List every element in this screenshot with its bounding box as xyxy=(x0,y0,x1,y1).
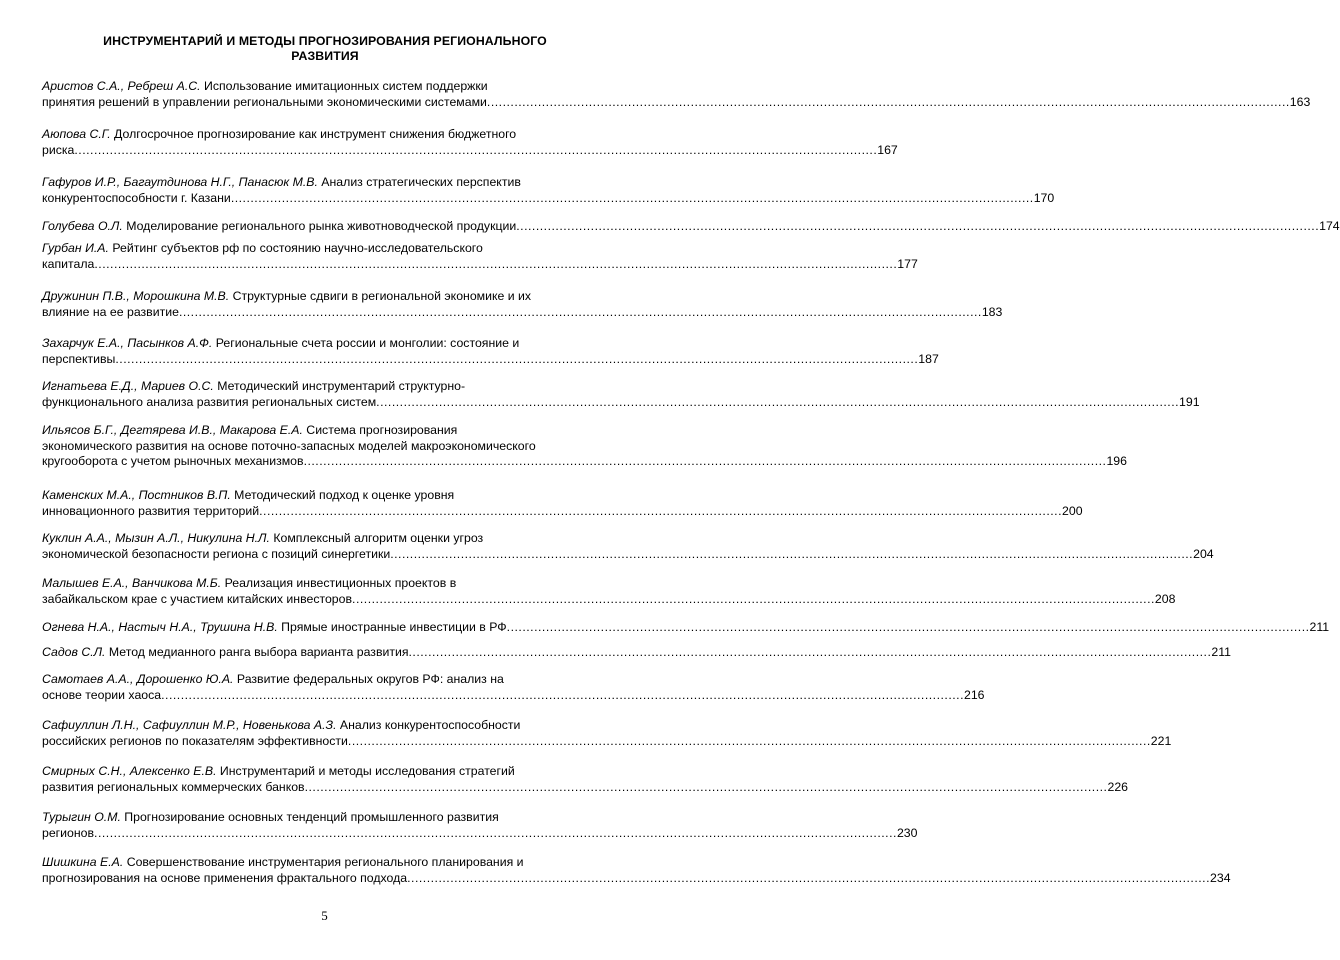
toc-entry-title: Региональные счета россии и монголии: состояние и xyxy=(212,336,520,350)
toc-entry-authors: Сафиуллин Л.Н., Сафиуллин М.Р., Новенькова А.З. xyxy=(42,718,337,732)
toc-entry-text xyxy=(42,175,521,189)
toc-entry-text xyxy=(42,871,407,887)
toc-entry-text xyxy=(42,488,454,502)
toc-entry-line xyxy=(42,687,985,704)
toc-entry-line xyxy=(42,423,615,439)
section-title xyxy=(40,34,610,64)
toc-entry-text xyxy=(42,531,483,545)
toc-entry-page-number: 196 xyxy=(1106,454,1127,468)
toc-entry-line xyxy=(42,764,615,780)
toc-entry-text xyxy=(42,826,94,842)
toc-entry-authors: Малышев Е.А., Ванчикова М.Б. xyxy=(42,576,222,590)
toc-entry-title: прогнозирования на основе применения фрактального подхода xyxy=(42,870,408,885)
toc-entry xyxy=(42,718,1172,749)
toc-entry-authors: Голубева О.Л. xyxy=(42,219,123,233)
toc-entry-line xyxy=(42,336,615,352)
toc-entry-text xyxy=(42,620,507,636)
toc-entry-title: Комплексный алгоритм оценки угроз xyxy=(269,531,484,545)
dot-leader xyxy=(305,780,1108,796)
toc-entry-page-number: 183 xyxy=(981,304,1003,319)
toc-entry-line xyxy=(42,175,615,191)
toc-entry-page-number: 177 xyxy=(897,256,918,271)
toc-entry-title: Реализация инвестиционных проектов в xyxy=(221,576,457,590)
toc-entry-line xyxy=(42,256,918,273)
toc-entry-title: экономического развития на основе поточно-запасных моделей макроэкономического xyxy=(42,438,536,453)
dot-leader xyxy=(94,257,897,273)
toc-entry-text xyxy=(42,143,74,159)
toc-entry-title: Прямые иностранные инвестиции в РФ xyxy=(277,620,507,634)
toc-entry-title: Использование имитационных систем поддержки xyxy=(200,79,488,93)
dot-leader xyxy=(376,395,1179,411)
toc-entry-page-number: 170 xyxy=(1033,190,1055,205)
toc-entry-line xyxy=(42,379,615,395)
toc-entry-authors: Садов С.Л. xyxy=(42,645,106,659)
toc-entry-authors: Самотаев А.А., Дорошенко Ю.А. xyxy=(42,672,234,686)
toc-entry-text xyxy=(42,592,352,608)
toc-entry-authors: Дружинин П.В., Морошкина М.В. xyxy=(42,289,230,303)
toc-entry xyxy=(42,219,1340,235)
toc-entry-authors: Игнатьева Е.Д., Мариев О.С. xyxy=(42,379,214,393)
toc-entry-title: забайкальском крае с участием китайских инвесторов xyxy=(42,591,353,606)
toc-entry-line xyxy=(42,241,615,257)
toc-entry-title: кругооборота с учетом рыночных механизмов xyxy=(42,454,304,468)
toc-entry-page-number: 216 xyxy=(964,687,985,702)
toc-entry-line xyxy=(42,825,918,842)
toc-entry-text xyxy=(42,576,456,590)
toc-entry-authors: Каменских М.А., Постников В.П. xyxy=(42,488,231,502)
toc-entry-title: Система прогнозирования xyxy=(302,423,458,437)
dot-leader xyxy=(409,645,1212,661)
dot-leader xyxy=(407,871,1210,887)
section-title-line-1: ИНСТРУМЕНТАРИЙ И МЕТОДЫ ПРОГНОЗИРОВАНИЯ РЕГИОНАЛЬНОГО xyxy=(103,34,547,48)
toc-entry-line xyxy=(42,439,615,455)
toc-entry xyxy=(42,645,1232,661)
toc-entry-title: риска xyxy=(42,142,75,157)
toc-entry-line xyxy=(42,870,1231,887)
toc-entry-text xyxy=(42,764,515,778)
toc-entry-line xyxy=(42,591,1176,608)
toc-entry-title: Прогнозирование основных тенденций промышленного развития xyxy=(120,810,499,824)
toc-entry-line xyxy=(42,546,1214,563)
toc-entry-text xyxy=(42,855,524,869)
toc-entry xyxy=(42,488,1083,519)
dot-leader xyxy=(94,826,897,842)
toc-entry-line xyxy=(42,779,1129,796)
toc-entry xyxy=(42,531,1214,562)
dot-leader xyxy=(390,547,1193,563)
toc-entry-title: влияние на ее развитие xyxy=(42,304,179,319)
dot-leader xyxy=(352,592,1155,608)
toc-entry-title: Долгосрочное прогнозирование как инструмент снижения бюджетного xyxy=(110,127,517,141)
toc-entry-page-number: 204 xyxy=(1193,546,1214,561)
toc-entry-authors: Ильясов Б.Г., Дегтярева И.В., Макарова Е.А. xyxy=(42,423,303,437)
dot-leader xyxy=(304,454,1107,470)
toc-entry-authors: Куклин А.А., Мызин А.Л., Никулина Н.Л. xyxy=(42,531,270,545)
toc-entry-line xyxy=(42,79,615,95)
toc-entry xyxy=(42,336,939,367)
toc-entry xyxy=(42,576,1176,607)
toc-entry-title: экономической безопасности региона с позиций синергетики xyxy=(42,546,391,561)
toc-entry-text xyxy=(42,645,409,661)
toc-entry-title: Структурные сдвиги в региональной экономике и их xyxy=(229,289,532,303)
toc-entry-authors: Аристов С.А., Ребреш А.С. xyxy=(42,79,201,93)
toc-entry-page-number: 211 xyxy=(1309,620,1330,634)
toc-entry-title: перспективы xyxy=(42,351,116,366)
toc-entry-line xyxy=(42,454,1127,470)
toc-entry-line xyxy=(42,576,615,592)
toc-entry-title: Анализ конкурентоспособности xyxy=(336,718,521,732)
toc-entry-line xyxy=(42,127,615,143)
toc-entry-authors: Турыгин О.М. xyxy=(42,810,121,824)
toc-entry-line xyxy=(42,733,1172,750)
toc-entry xyxy=(42,620,1330,636)
toc-entry-line xyxy=(42,645,1232,661)
toc-entry-text xyxy=(42,439,536,453)
toc-entry-line xyxy=(42,219,1340,235)
toc-entry-title: российских регионов по показателям эффективности xyxy=(42,733,348,748)
page-number: 5 xyxy=(321,908,328,923)
toc-entry-title: развития региональных коммерческих банков xyxy=(42,779,305,794)
toc-entry-line xyxy=(42,289,615,305)
toc-entry-text xyxy=(42,780,305,796)
toc-entry-page-number: 167 xyxy=(877,142,898,157)
toc-entry-title: инновационного развития территорий xyxy=(42,503,260,518)
toc-entry-page-number: 230 xyxy=(896,825,918,840)
toc-entry-text xyxy=(42,95,487,111)
toc-entry-title: Метод медианного ранга выбора варианта развития xyxy=(105,645,409,659)
toc-entry-text xyxy=(42,672,504,686)
toc-entry-text xyxy=(42,191,231,207)
toc-entry xyxy=(42,241,918,272)
dot-leader xyxy=(507,620,1310,636)
toc-entry-text xyxy=(42,336,519,350)
toc-entry-text xyxy=(42,219,516,235)
toc-entry-title: Моделирование регионального рынка животноводческой продукции xyxy=(122,219,517,233)
toc-entry xyxy=(42,764,1129,795)
toc-entry-title: принятия решений в управлении региональными экономическими системами xyxy=(42,94,487,109)
toc-entry-title: основе теории хаоса xyxy=(42,687,162,702)
toc-entry-text xyxy=(42,241,483,255)
toc-entry xyxy=(42,810,918,841)
toc-entry xyxy=(42,289,1003,320)
toc-entry-text xyxy=(42,504,259,520)
dot-leader xyxy=(259,504,1062,520)
toc-entry-page-number: 191 xyxy=(1179,394,1200,409)
toc-entry xyxy=(42,423,1127,470)
toc-entry-line xyxy=(42,672,615,688)
toc-entry-title: капитала xyxy=(42,256,95,271)
toc-entry-authors: Гафуров И.Р., Багаутдинова Н.Г., Панасюк М.В. xyxy=(42,175,318,189)
toc-entry xyxy=(42,672,985,703)
toc-entry xyxy=(42,379,1200,410)
toc-entry-line xyxy=(42,190,1055,207)
toc-entry-page-number: 226 xyxy=(1107,779,1129,794)
dot-leader xyxy=(74,143,877,159)
toc-entry-authors: Смирных С.Н., Алексенко Е.В. xyxy=(42,764,217,778)
toc-entry-authors: Огнева Н.А., Настыч Н.А., Трушина Н.В. xyxy=(42,620,278,634)
toc-entry-page-number: 234 xyxy=(1210,870,1231,885)
toc-entry-text xyxy=(42,379,465,393)
toc-entry-text xyxy=(42,395,376,411)
toc-entry-line xyxy=(42,810,615,826)
dot-leader xyxy=(115,352,918,368)
toc-entry-title: функционального анализа развития региональных систем xyxy=(42,394,377,409)
toc-entry xyxy=(42,175,1055,206)
toc-entry-line xyxy=(42,531,615,547)
toc-entry-authors: Захарчук Е.А., Пасынков А.Ф. xyxy=(42,336,213,350)
toc-entry-line xyxy=(42,94,1311,111)
dot-leader xyxy=(179,305,982,321)
toc-entry-text xyxy=(42,257,94,273)
toc-entry-line xyxy=(42,304,1003,321)
toc-entry-text xyxy=(42,352,115,368)
toc-entry-text xyxy=(42,79,488,93)
toc-entry-page-number: 174 xyxy=(1319,219,1340,233)
toc-entry-title: Методический подход к оценке уровня xyxy=(230,488,455,502)
toc-entry-title: Методический инструментарий структурно- xyxy=(213,379,466,393)
toc-entry-text xyxy=(42,127,516,141)
toc-entry-page-number: 200 xyxy=(1062,503,1083,518)
toc-entry-line xyxy=(42,142,898,159)
dot-leader xyxy=(161,688,964,704)
section-title-line-2: РАЗВИТИЯ xyxy=(291,49,359,63)
toc-entry-page-number: 187 xyxy=(918,351,939,366)
toc-entry-line xyxy=(42,351,939,368)
toc-entry-line xyxy=(42,718,615,734)
toc-entry-text xyxy=(42,423,457,437)
toc-entry-page-number: 163 xyxy=(1289,94,1311,109)
toc-entry-text xyxy=(42,547,390,563)
dot-leader xyxy=(516,219,1319,235)
toc-entry-line xyxy=(42,855,615,871)
dot-leader xyxy=(231,191,1034,207)
toc-entry-page-number: 208 xyxy=(1154,591,1176,606)
toc-entry-line xyxy=(42,503,1083,520)
toc-entry xyxy=(42,79,1311,110)
toc-entry-text xyxy=(42,289,531,303)
toc-entry-text xyxy=(42,734,348,750)
toc-entry-authors: Гурбан И.А. xyxy=(42,241,109,255)
toc-entry-text xyxy=(42,688,161,704)
toc-entry xyxy=(42,855,1231,886)
toc-entry-title: Рейтинг субъектов рф по состоянию научно-исследовательского xyxy=(108,241,483,255)
toc-entry-text xyxy=(42,718,520,732)
toc-entry-title: Анализ стратегических перспектив xyxy=(317,175,521,189)
dot-leader xyxy=(487,95,1290,111)
toc-entry-title: Инструментарий и методы исследования стратегий xyxy=(216,764,515,778)
toc-entry-authors: Аюпова С.Г. xyxy=(42,127,111,141)
toc-entry-line xyxy=(42,488,615,504)
toc-entry xyxy=(42,127,898,158)
toc-entry-text xyxy=(42,305,179,321)
toc-entry-page-number: 221 xyxy=(1150,733,1172,748)
toc-entry-title: регионов xyxy=(42,825,95,840)
dot-leader xyxy=(348,734,1151,750)
toc-entry-text xyxy=(42,810,499,824)
toc-entry-title: Развитие федеральных округов РФ: анализ на xyxy=(233,672,504,686)
toc-entry-title: Совершенствование инструментария регионального планирования и xyxy=(123,855,524,869)
toc-entry-line xyxy=(42,620,1330,636)
toc-entry-title: конкурентоспособности г. Казани xyxy=(42,190,231,205)
toc-entry-text xyxy=(42,454,304,470)
toc-entry-line xyxy=(42,394,1200,411)
toc-entry-page-number: 211 xyxy=(1211,645,1232,659)
toc-entry-authors: Шишкина Е.А. xyxy=(42,855,124,869)
